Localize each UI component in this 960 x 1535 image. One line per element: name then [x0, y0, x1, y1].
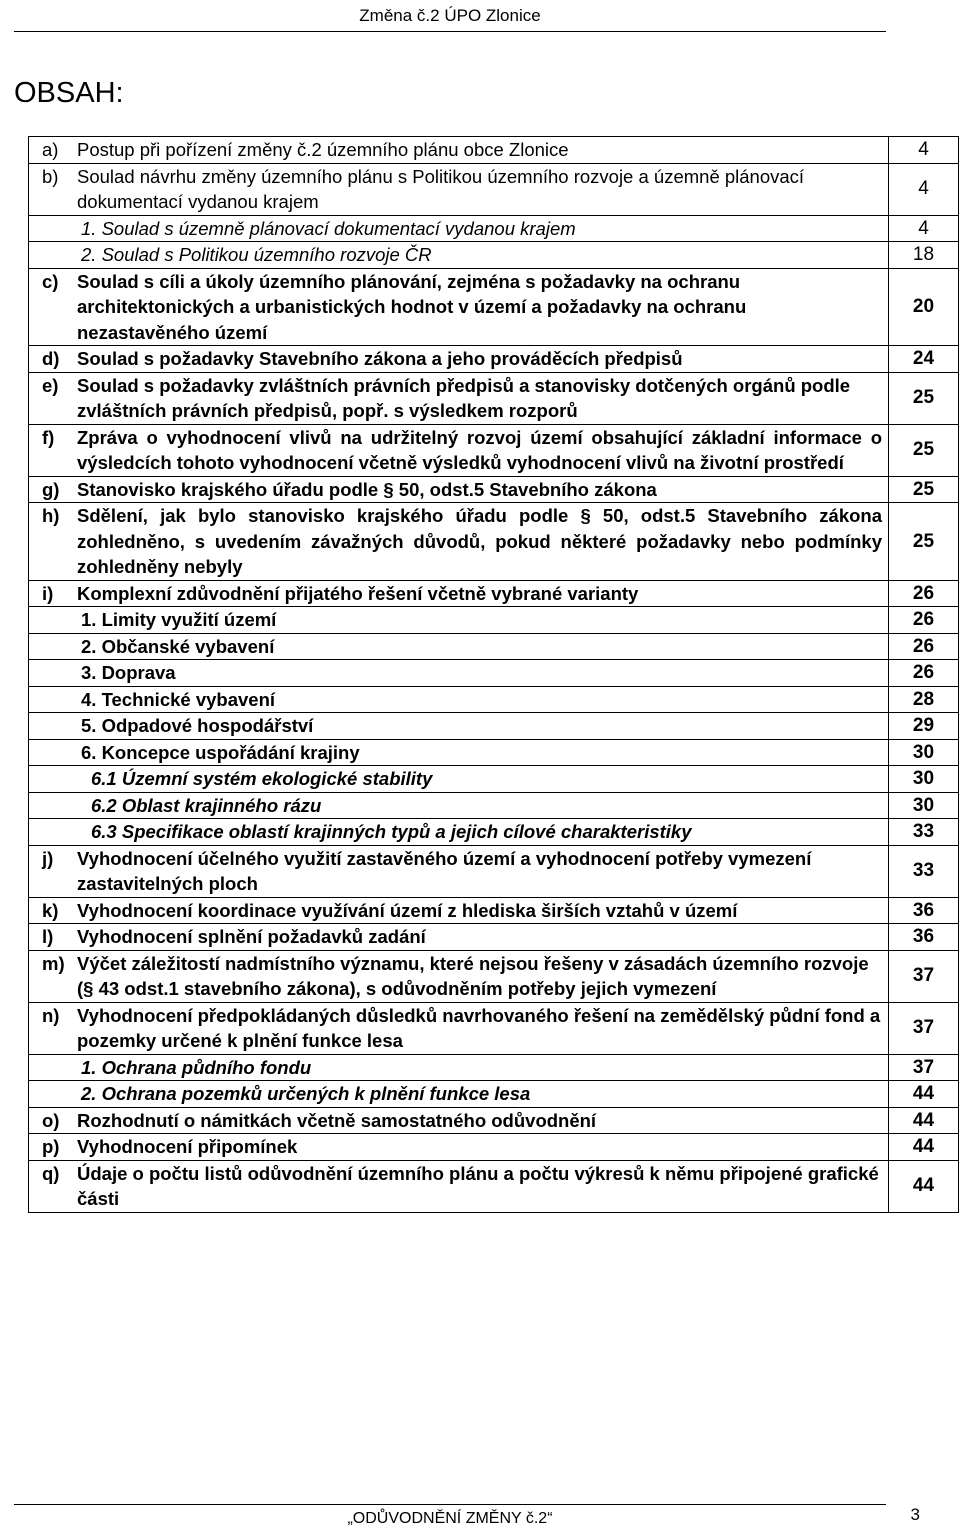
toc-row: [29, 845, 959, 897]
toc-entry: [29, 215, 889, 242]
toc-marker: k): [42, 899, 59, 921]
toc-entry: [29, 268, 889, 346]
toc-row: [29, 633, 959, 660]
toc-page-number: 44: [889, 1081, 959, 1108]
toc-text: Soulad s cíli a úkoly územního plánování, zejména s požadavky na ochranu architektonických a urbanistických hodnot v území a požadavky na ochranu nezastavěného území: [77, 270, 747, 343]
toc-text: Postup při pořízení změny č.2 územního plánu obce Zlonice: [77, 139, 569, 160]
toc-text: Soulad s požadavky zvláštních právních předpisů a stanovisky dotčených orgánů podle zvláštních právních předpisů, popř. s výsledkem rozporů: [77, 374, 851, 421]
toc-text: Komplexní zdůvodnění přijatého řešení včetně vybrané varianty: [77, 582, 639, 604]
toc-text: Vyhodnocení splnění požadavků zadání: [77, 926, 426, 947]
toc-marker: a): [42, 139, 59, 160]
toc-row: [29, 897, 959, 924]
toc-marker: i): [42, 582, 54, 604]
toc-text: Stanovisko krajského úřadu podle § 50, odst.5 Stavebního zákona: [77, 478, 657, 500]
toc-row: [29, 686, 959, 713]
toc-row: [29, 215, 959, 242]
toc-entry: [29, 424, 889, 476]
toc-page-number: 37: [889, 950, 959, 1002]
toc-entry: [29, 897, 889, 924]
toc-row: [29, 713, 959, 740]
toc-page-number: 44: [889, 1160, 959, 1212]
toc-page-number: 25: [889, 503, 959, 581]
toc-row: [29, 1054, 959, 1081]
toc-page-number: 26: [889, 660, 959, 687]
table-of-contents: [28, 136, 959, 1213]
toc-page-number: 26: [889, 633, 959, 660]
toc-entry: [29, 242, 889, 269]
toc-text: 6. Koncepce uspořádání krajiny: [81, 741, 360, 763]
toc-marker: e): [42, 374, 59, 396]
toc-text: Vyhodnocení koordinace využívání území z hlediska širších vztahů v území: [77, 899, 738, 921]
toc-row: [29, 424, 959, 476]
toc-row: [29, 660, 959, 687]
toc-page-number: 4: [889, 215, 959, 242]
toc-marker: q): [42, 1162, 60, 1184]
toc-text: Výčet záležitostí nadmístního významu, které nejsou řešeny v zásadách územního rozvoje (§ 43 odst.1 stavebního zákona), s odůvodněním potřeby jejich vymezení: [77, 952, 869, 999]
toc-marker: d): [42, 348, 60, 369]
toc-text: Vyhodnocení účelného využití zastavěného území a vyhodnocení potřeby vymezení zastavitelných ploch: [77, 847, 812, 894]
toc-page-number: 37: [889, 1002, 959, 1054]
toc-text: Soulad návrhu změny územního plánu s Politikou územního rozvoje a územně plánovací dokumentací vydanou krajem: [77, 165, 805, 212]
toc-text: 1. Ochrana půdního fondu: [81, 1056, 312, 1078]
toc-entry: [29, 1081, 889, 1108]
toc-page-number: 44: [889, 1107, 959, 1134]
toc-text: Zpráva o vyhodnocení vlivů na udržitelný rozvoj území obsahující základní informace o výsledcích tohoto vyhodnocení včetně výsledků vyhodnocení vlivů na životní prostředí: [77, 426, 882, 473]
toc-page-number: 33: [889, 845, 959, 897]
toc-row: [29, 476, 959, 503]
toc-text: 6.2 Oblast krajinného rázu: [91, 794, 322, 816]
toc-page-number: 37: [889, 1054, 959, 1081]
toc-entry: [29, 686, 889, 713]
toc-entry: [29, 1134, 889, 1161]
toc-row: [29, 1160, 959, 1212]
toc-page-number: 30: [889, 739, 959, 766]
toc-row: [29, 163, 959, 215]
toc-page-number: 33: [889, 819, 959, 846]
toc-entry: [29, 739, 889, 766]
toc-text: 2. Soulad s Politikou územního rozvoje ČR: [81, 244, 432, 265]
toc-entry: [29, 137, 889, 164]
toc-row: [29, 924, 959, 951]
page-number: 3: [910, 1505, 920, 1524]
toc-text: Vyhodnocení připomínek: [77, 1136, 298, 1157]
toc-marker: m): [42, 952, 65, 974]
toc-text: 3. Doprava: [81, 662, 176, 683]
toc-row: [29, 242, 959, 269]
toc-marker: n): [42, 1004, 60, 1026]
toc-row: [29, 268, 959, 346]
toc-text: Údaje o počtu listů odůvodnění územního plánu a počtu výkresů k němu připojené grafické části: [77, 1162, 879, 1209]
toc-marker: f): [42, 426, 55, 448]
toc-row: [29, 792, 959, 819]
toc-row: [29, 766, 959, 793]
toc-marker: h): [42, 505, 60, 526]
toc-entry: [29, 633, 889, 660]
toc-text: 2. Ochrana pozemků určených k plnění funkce lesa: [81, 1083, 531, 1104]
toc-row: [29, 1081, 959, 1108]
toc-entry: [29, 580, 889, 607]
toc-marker: b): [42, 165, 59, 187]
toc-entry: [29, 713, 889, 740]
toc-row: [29, 819, 959, 846]
toc-page-number: 4: [889, 163, 959, 215]
toc-text: Sdělení, jak bylo stanovisko krajského úřadu podle § 50, odst.5 Stavebního zákona zohledněno, s uvedením závažných důvodů, pokud některé požadavky nebo podmínky zohledněny nebyly: [77, 505, 882, 577]
toc-row: [29, 503, 959, 581]
toc-page-number: 25: [889, 424, 959, 476]
toc-page-number: 30: [889, 792, 959, 819]
toc-page-number: 24: [889, 346, 959, 373]
toc-text: Vyhodnocení předpokládaných důsledků navrhovaného řešení na zemědělský půdní fond a pozemky určené k plnění funkce lesa: [77, 1004, 881, 1051]
toc-entry: [29, 163, 889, 215]
toc-entry: [29, 766, 889, 793]
toc-row: [29, 607, 959, 634]
toc-text: 5. Odpadové hospodářství: [81, 715, 314, 736]
toc-text: Soulad s požadavky Stavebního zákona a jeho prováděcích předpisů: [77, 348, 683, 369]
toc-page-number: 18: [889, 242, 959, 269]
toc-text: 1. Soulad s územně plánovací dokumentací vydanou krajem: [81, 217, 576, 239]
toc-page-number: 36: [889, 924, 959, 951]
toc-marker: o): [42, 1109, 60, 1131]
toc-entry: [29, 792, 889, 819]
toc-entry: [29, 924, 889, 951]
toc-entry: [29, 372, 889, 424]
toc-row: [29, 137, 959, 164]
toc-row: [29, 346, 959, 373]
toc-page-number: 44: [889, 1134, 959, 1161]
toc-text: 6.3 Specifikace oblastí krajinných typů a jejich cílové charakteristiky: [91, 821, 692, 842]
toc-entry: [29, 819, 889, 846]
toc-text: 1. Limity využití území: [81, 609, 277, 630]
toc-row: [29, 739, 959, 766]
page-title: OBSAH:: [14, 77, 124, 109]
toc-row: [29, 1107, 959, 1134]
toc-text: 6.1 Územní systém ekologické stability: [91, 768, 433, 789]
toc-marker: g): [42, 478, 60, 500]
toc-marker: l): [42, 926, 54, 947]
toc-entry: [29, 1107, 889, 1134]
toc-row: [29, 1002, 959, 1054]
toc-page-number: 25: [889, 372, 959, 424]
toc-page-number: 26: [889, 607, 959, 634]
page-header: Změna č.2 ÚPO Zlonice: [14, 0, 886, 32]
toc-page-number: 29: [889, 713, 959, 740]
toc-entry: [29, 1002, 889, 1054]
toc-text: 2. Občanské vybavení: [81, 635, 275, 657]
page-footer: „ODŮVODNĚNÍ ZMĚNY č.2“: [14, 1504, 886, 1531]
toc-row: [29, 1134, 959, 1161]
toc-page-number: 28: [889, 686, 959, 713]
toc-page-number: 25: [889, 476, 959, 503]
toc-marker: p): [42, 1136, 60, 1157]
toc-entry: [29, 476, 889, 503]
toc-page-number: 26: [889, 580, 959, 607]
toc-entry: [29, 1160, 889, 1212]
toc-marker: j): [42, 847, 54, 869]
toc-entry: [29, 845, 889, 897]
toc-entry: [29, 607, 889, 634]
toc-text: Rozhodnutí o námitkách včetně samostatného odůvodnění: [77, 1109, 597, 1131]
toc-page-number: 20: [889, 268, 959, 346]
toc-text: 4. Technické vybavení: [81, 688, 276, 710]
toc-entry: [29, 1054, 889, 1081]
toc-marker: c): [42, 270, 59, 292]
toc-row: [29, 372, 959, 424]
toc-entry: [29, 503, 889, 581]
toc-entry: [29, 346, 889, 373]
toc-page-number: 4: [889, 137, 959, 164]
toc-row: [29, 580, 959, 607]
toc-page-number: 36: [889, 897, 959, 924]
toc-row: [29, 950, 959, 1002]
toc-entry: [29, 660, 889, 687]
toc-entry: [29, 950, 889, 1002]
toc-page-number: 30: [889, 766, 959, 793]
